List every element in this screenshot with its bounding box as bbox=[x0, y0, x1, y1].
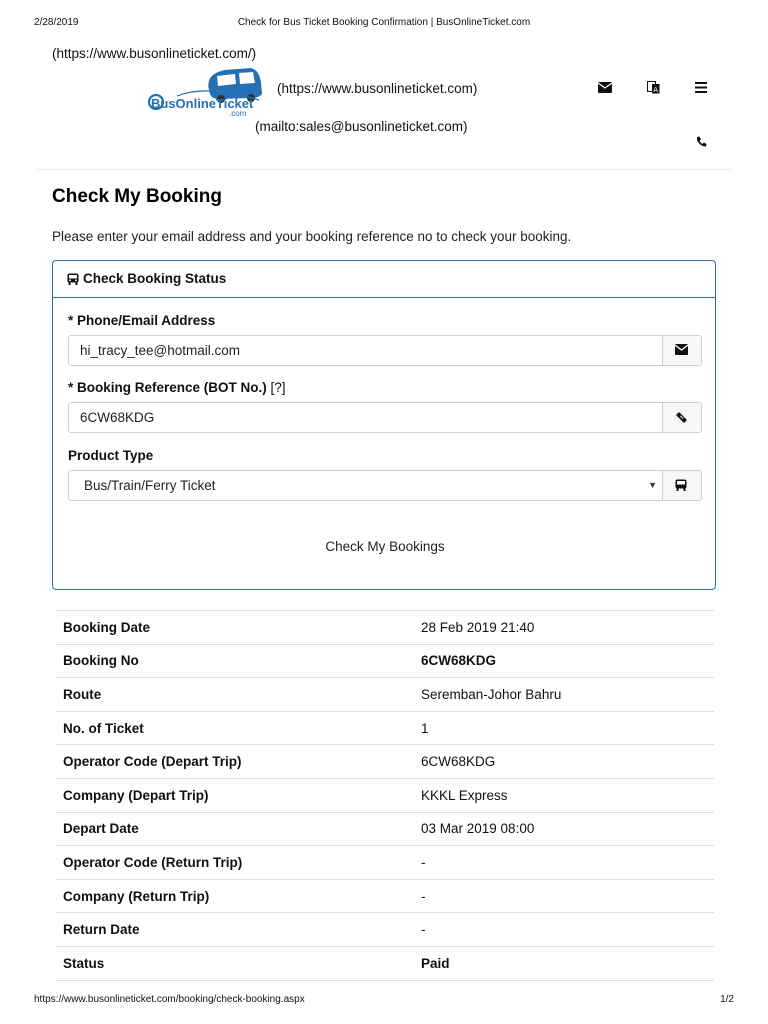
row-label: Operator Code (Return Trip) bbox=[56, 846, 414, 880]
row-label: Return Date bbox=[56, 913, 414, 947]
page-intro: Please enter your email address and your booking reference no to check your booking. bbox=[52, 229, 572, 244]
booking-ref-field[interactable] bbox=[68, 402, 702, 433]
table-row bbox=[56, 913, 714, 947]
product-type-addon bbox=[662, 471, 701, 500]
row-value: 6CW68KDG bbox=[414, 745, 714, 779]
email-value[interactable]: hi_tracy_tee@hotmail.com bbox=[80, 343, 241, 358]
table-row bbox=[56, 778, 714, 812]
email-label: * Phone/Email Address bbox=[68, 313, 216, 328]
row-label: Company (Return Trip) bbox=[56, 879, 414, 913]
print-page-number: 1/2 bbox=[720, 994, 734, 1005]
language-icon[interactable] bbox=[647, 81, 660, 94]
product-type-label: Product Type bbox=[68, 448, 154, 463]
row-value: 6CW68KDG bbox=[414, 644, 714, 678]
product-type-value[interactable]: Bus/Train/Ferry Ticket bbox=[84, 478, 216, 493]
table-row bbox=[56, 678, 714, 712]
table-row bbox=[56, 846, 714, 880]
svg-text:.com: .com bbox=[229, 109, 247, 118]
svg-text:BusOnlineTicket: BusOnlineTicket bbox=[151, 96, 254, 111]
envelope-icon[interactable] bbox=[598, 82, 612, 93]
home-link[interactable]: (https://www.busonlineticket.com/) bbox=[52, 46, 257, 61]
print-date: 2/28/2019 bbox=[34, 17, 79, 28]
panel-title: Check Booking Status bbox=[83, 271, 227, 286]
site-logo[interactable] bbox=[147, 62, 271, 122]
booking-details-table bbox=[56, 610, 714, 981]
row-label: Status bbox=[56, 946, 414, 980]
row-value: 03 Mar 2019 08:00 bbox=[414, 812, 714, 846]
table-row bbox=[56, 946, 714, 980]
product-type-select[interactable] bbox=[68, 470, 702, 501]
print-footer-url: https://www.busonlineticket.com/booking/check-booking.aspx bbox=[34, 994, 305, 1005]
booking-ref-label: * Booking Reference (BOT No.) [?] bbox=[68, 380, 286, 395]
table-row bbox=[56, 711, 714, 745]
menu-icon[interactable] bbox=[695, 82, 707, 93]
panel-header bbox=[53, 261, 715, 298]
envelope-icon bbox=[675, 344, 688, 355]
page-title: Check My Booking bbox=[52, 186, 222, 207]
booking-ref-help-link[interactable]: [?] bbox=[270, 380, 286, 395]
row-label: No. of Ticket bbox=[56, 711, 414, 745]
row-value: - bbox=[414, 846, 714, 880]
row-label: Route bbox=[56, 678, 414, 712]
row-label: Booking No bbox=[56, 644, 414, 678]
row-value: 1 bbox=[414, 711, 714, 745]
booking-ref-value[interactable]: 6CW68KDG bbox=[80, 410, 155, 425]
row-value: Paid bbox=[414, 946, 714, 980]
row-label: Operator Code (Depart Trip) bbox=[56, 745, 414, 779]
header-divider bbox=[37, 169, 731, 170]
email-addon bbox=[662, 336, 701, 365]
table-row bbox=[56, 611, 714, 645]
row-value: - bbox=[414, 879, 714, 913]
mail-link[interactable]: (mailto:sales@busonlineticket.com) bbox=[255, 119, 468, 134]
chevron-down-icon[interactable]: ▼ bbox=[648, 480, 657, 490]
row-value: 28 Feb 2019 21:40 bbox=[414, 611, 714, 645]
booking-ref-addon bbox=[662, 403, 701, 432]
ticket-icon bbox=[675, 411, 688, 424]
row-label: Company (Depart Trip) bbox=[56, 778, 414, 812]
bus-icon bbox=[675, 479, 687, 491]
table-row bbox=[56, 812, 714, 846]
phone-icon[interactable] bbox=[696, 136, 707, 147]
table-row bbox=[56, 644, 714, 678]
row-value: Seremban-Johor Bahru bbox=[414, 678, 714, 712]
site-link[interactable]: (https://www.busonlineticket.com) bbox=[277, 81, 478, 96]
row-label: Booking Date bbox=[56, 611, 414, 645]
check-booking-panel bbox=[52, 260, 716, 590]
print-page-title: Check for Bus Ticket Booking Confirmation | BusOnlineTicket.com bbox=[237, 17, 531, 28]
row-value: - bbox=[414, 913, 714, 947]
table-row bbox=[56, 745, 714, 779]
table-row bbox=[56, 879, 714, 913]
email-field[interactable] bbox=[68, 335, 702, 366]
check-my-bookings-button[interactable]: Check My Bookings bbox=[325, 539, 445, 554]
row-value: KKKL Express bbox=[414, 778, 714, 812]
svg-text:A: A bbox=[653, 86, 659, 94]
row-label: Depart Date bbox=[56, 812, 414, 846]
bus-icon bbox=[67, 272, 79, 290]
